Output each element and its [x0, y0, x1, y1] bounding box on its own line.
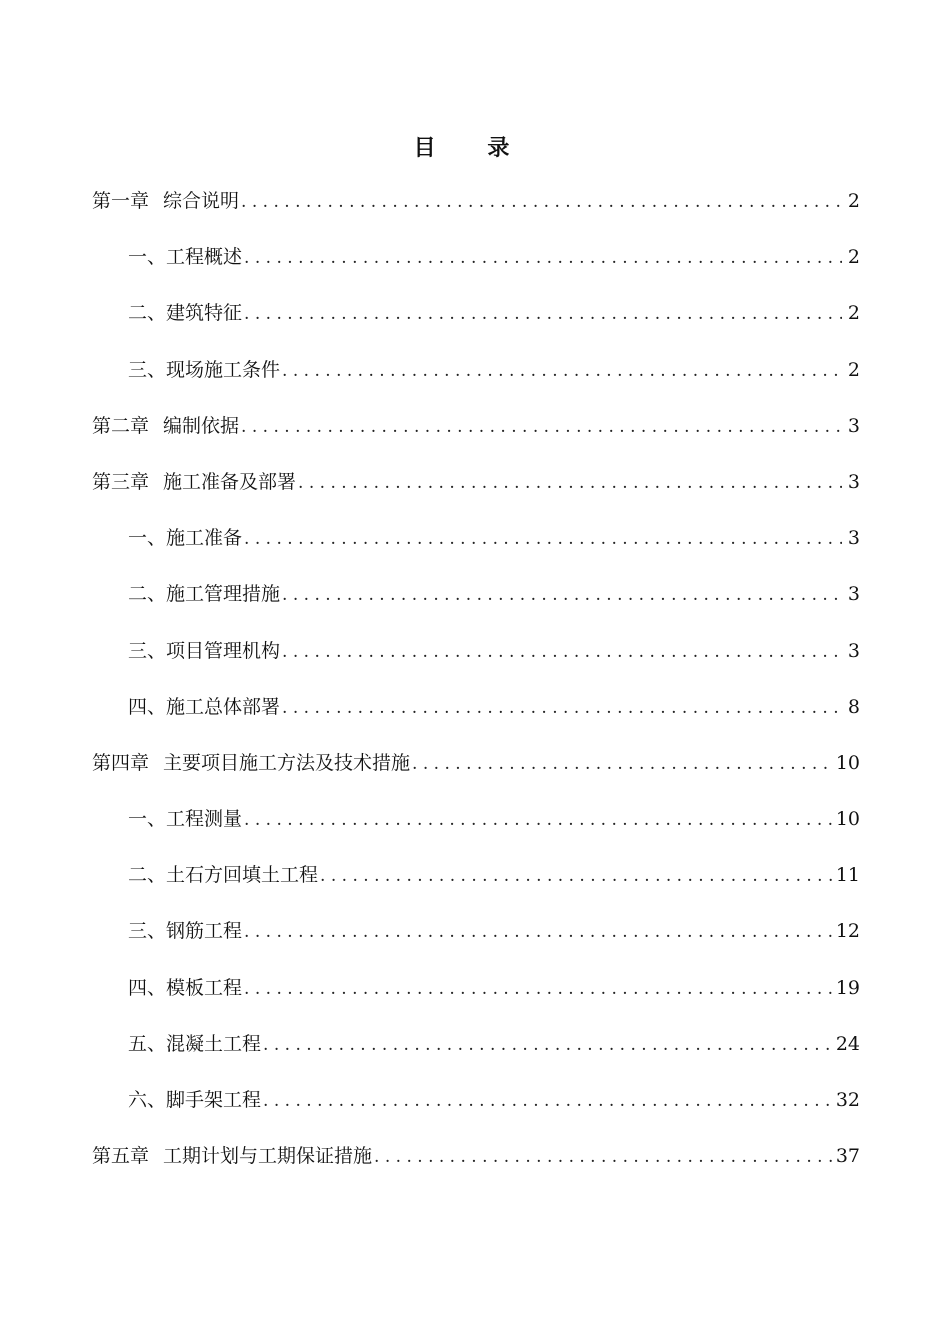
toc-entry-text: 主要项目施工方法及技术措施 — [163, 751, 411, 774]
toc-entry[interactable] — [92, 1028, 860, 1084]
toc-dot-leader — [244, 298, 842, 330]
toc-entry[interactable] — [92, 578, 860, 634]
toc-entry-number: 三、 — [128, 920, 167, 943]
toc-entry[interactable] — [92, 1084, 860, 1140]
toc-entry-text: 编制依据 — [163, 414, 240, 437]
toc-dot-leader — [244, 242, 842, 274]
toc-entry-label — [128, 691, 280, 723]
toc-entry-page: 3 — [847, 470, 860, 493]
toc-entry-label — [128, 522, 242, 554]
toc-entry-page: 2 — [847, 190, 860, 212]
toc-dot-leader — [241, 411, 842, 443]
toc-dot-leader — [282, 355, 842, 387]
toc-entry-number: 六、 — [128, 1089, 167, 1111]
toc-entry[interactable] — [92, 185, 860, 241]
toc-entry-text: 施工准备 — [166, 527, 243, 550]
toc-entry-number: 第五章 — [92, 1145, 150, 1168]
toc-entry-text: 脚手架工程 — [166, 1089, 262, 1111]
toc-entry-text: 建筑特征 — [166, 302, 243, 325]
toc-entry-page: 10 — [835, 808, 860, 831]
toc-list — [92, 185, 860, 1196]
toc-dot-leader — [282, 692, 842, 724]
toc-entry-label — [92, 466, 296, 498]
toc-dot-leader — [412, 748, 832, 780]
toc-entry-number: 四、 — [128, 976, 167, 999]
toc-title: 目 录 — [413, 135, 532, 161]
toc-entry-page: 19 — [835, 976, 860, 999]
toc-entry-page: 10 — [835, 751, 860, 774]
toc-entry-text: 施工总体部署 — [166, 695, 281, 718]
toc-dot-leader — [263, 1085, 832, 1117]
toc-entry-page: 37 — [835, 1145, 860, 1168]
toc-entry[interactable] — [92, 747, 860, 803]
toc-entry-number: 一、 — [128, 246, 167, 269]
toc-entry-text: 工期计划与工期保证措施 — [163, 1145, 373, 1168]
toc-dot-leader — [374, 1141, 832, 1173]
toc-entry-text: 工程测量 — [166, 808, 243, 831]
toc-entry-label — [128, 241, 242, 273]
toc-entry-page: 3 — [847, 414, 860, 437]
toc-entry-page: 8 — [847, 695, 860, 718]
toc-entry[interactable] — [92, 241, 860, 297]
toc-dot-leader — [320, 860, 832, 892]
toc-entry-label — [128, 1028, 261, 1060]
toc-entry-text: 项目管理机构 — [166, 639, 281, 662]
toc-entry-number: 二、 — [128, 302, 167, 325]
toc-entry-number: 第三章 — [92, 470, 150, 493]
toc-entry-number: 四、 — [128, 695, 167, 718]
toc-dot-leader — [282, 579, 842, 611]
toc-entry-page: 2 — [847, 302, 860, 325]
toc-entry-label — [128, 354, 280, 386]
toc-entry-number: 五、 — [128, 1032, 167, 1055]
toc-entry-text: 钢筋工程 — [166, 920, 243, 943]
toc-entry-label — [128, 972, 242, 1004]
toc-entry-number: 二、 — [128, 864, 167, 887]
toc-entry-page: 2 — [847, 358, 860, 381]
toc-entry-text: 工程概述 — [166, 246, 243, 269]
toc-entry[interactable] — [92, 1140, 860, 1196]
toc-entry-page: 2 — [847, 246, 860, 269]
toc-entry[interactable] — [92, 691, 860, 747]
toc-entry-text: 模板工程 — [166, 976, 243, 999]
toc-entry-label — [128, 297, 242, 329]
toc-entry-page: 12 — [835, 920, 860, 943]
toc-dot-leader — [241, 186, 842, 218]
toc-entry-text: 现场施工条件 — [166, 358, 281, 381]
toc-entry[interactable] — [92, 859, 860, 915]
toc-entry[interactable] — [92, 297, 860, 353]
toc-entry-text: 施工管理措施 — [166, 583, 281, 606]
toc-dot-leader — [244, 523, 842, 555]
toc-entry[interactable] — [92, 410, 860, 466]
toc-dot-leader — [282, 636, 842, 668]
toc-entry-page: 3 — [847, 583, 860, 606]
toc-entry[interactable] — [92, 522, 860, 578]
toc-dot-leader — [263, 1029, 832, 1061]
toc-dot-leader — [244, 804, 832, 836]
toc-entry-label — [128, 803, 242, 835]
toc-entry[interactable] — [92, 354, 860, 410]
toc-entry-number: 二、 — [128, 583, 167, 606]
toc-entry-text: 土石方回填土工程 — [166, 864, 319, 887]
toc-entry-number: 第二章 — [92, 414, 150, 437]
toc-entry-number: 三、 — [128, 639, 167, 662]
toc-entry-label — [128, 859, 318, 891]
toc-entry-label — [92, 410, 239, 442]
toc-dot-leader — [244, 916, 832, 948]
toc-entry-page: 11 — [835, 864, 860, 887]
toc-entry-page: 32 — [835, 1089, 860, 1111]
toc-entry-label — [92, 747, 410, 779]
toc-entry-label — [128, 635, 280, 667]
toc-entry-number: 一、 — [128, 808, 167, 831]
toc-dot-leader — [298, 467, 842, 499]
toc-entry-page: 3 — [847, 527, 860, 550]
toc-entry-label — [92, 1140, 372, 1172]
toc-entry-label — [128, 578, 280, 610]
toc-entry-label — [128, 1084, 261, 1116]
toc-entry-number: 三、 — [128, 358, 167, 381]
toc-entry-text: 施工准备及部署 — [163, 470, 297, 493]
toc-entry[interactable] — [92, 635, 860, 691]
toc-entry[interactable] — [92, 466, 860, 522]
toc-entry-number: 一、 — [128, 527, 167, 550]
toc-entry[interactable] — [92, 803, 860, 859]
toc-entry-label — [128, 915, 242, 947]
toc-entry-page: 3 — [847, 639, 860, 662]
toc-entry[interactable] — [92, 915, 860, 971]
toc-entry-text: 混凝土工程 — [166, 1032, 262, 1055]
toc-entry-page: 24 — [835, 1032, 860, 1055]
toc-dot-leader — [244, 973, 832, 1005]
toc-entry-text: 综合说明 — [163, 190, 240, 212]
toc-entry[interactable] — [92, 972, 860, 1028]
toc-entry-number: 第一章 — [92, 190, 150, 212]
toc-entry-label — [92, 185, 239, 217]
toc-entry-number: 第四章 — [92, 751, 150, 774]
